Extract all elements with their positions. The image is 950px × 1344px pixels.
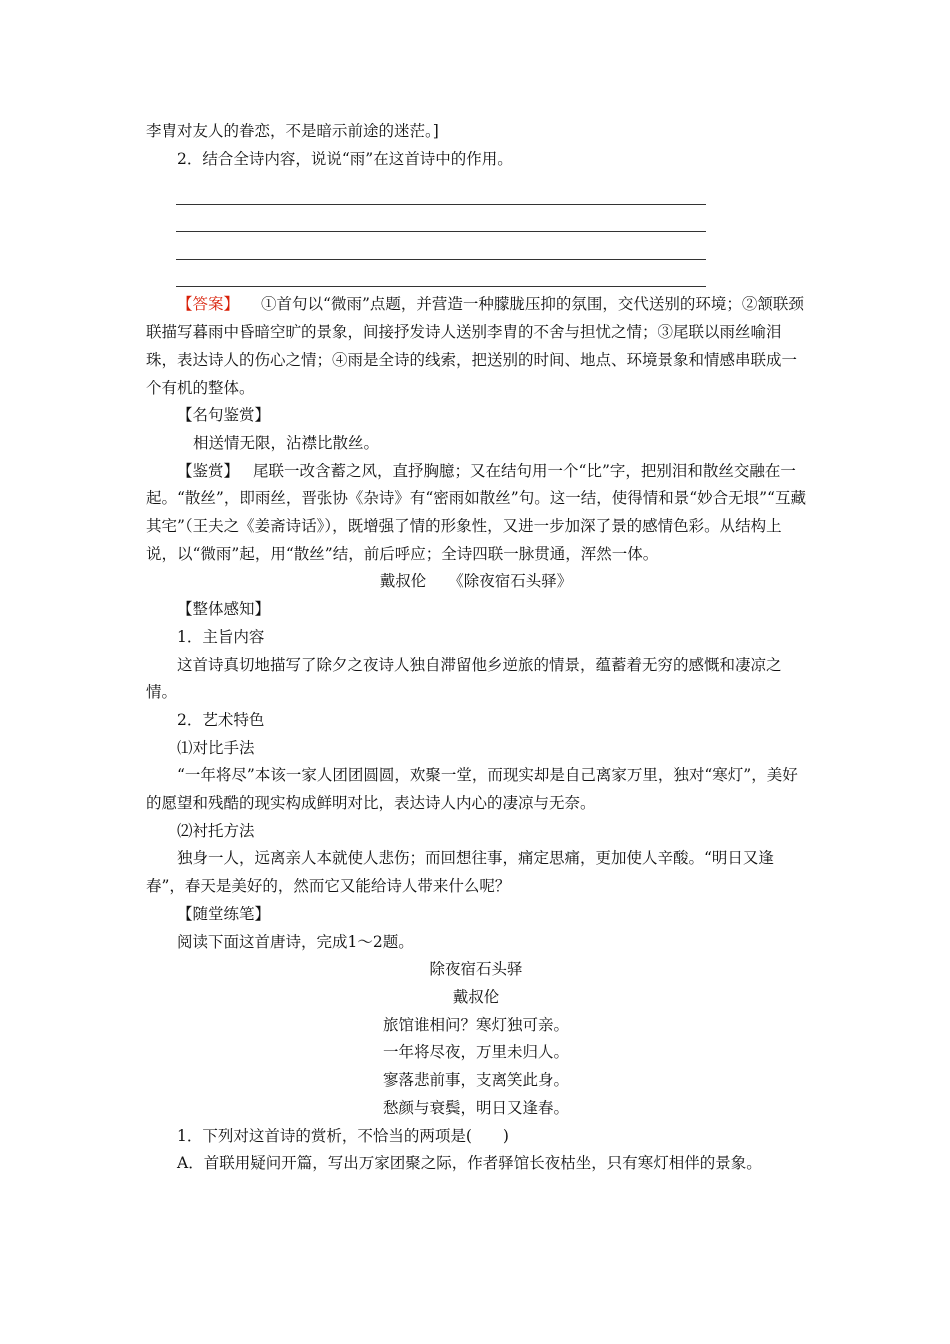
zhengti-heading: 【整体感知】: [177, 600, 271, 619]
poem-author: 戴叔伦: [452, 987, 500, 1006]
jianshang-paragraph: [146, 458, 806, 569]
suitang-heading: 【随堂练笔】: [177, 904, 271, 923]
jianshang-text: 尾联一改含蓄之风，直抒胸臆；又在结句用一个“比”字，把别泪和散丝交融在一起。“散丝”，即雨丝，晋张协《杂诗》有“密雨如散丝”句。这一结，使得情和景“妙合无垠”“互藏其宅”（王夫之《姜斋诗话》），既增强了情的形象性，又进一步加深了景的感情色彩。从结构上说，以“微雨”起，用“散丝”结，前后呼应；全诗四联一脉贯通，浑然一体。: [146, 461, 806, 563]
answer-tag: 【答案】: [177, 295, 240, 314]
answer-line: [176, 177, 706, 205]
sub-2-text: 独身一人，远离亲人本就使人悲伤；而回想往事，痛定思痛，更加使人辛酸。“明日又逢春”，春天是美好的，然而它又能给诗人带来什么呢？: [146, 849, 774, 896]
sub-1-text: “一年将尽”本该一家人团团圆圆，欢聚一堂，而现实却是自己离家万里，独对“寒灯”，美好的愿望和残酷的现实构成鲜明对比，表达诗人内心的凄凉与无奈。: [146, 766, 798, 813]
question-2: 2．结合全诗内容，说说“雨”在这首诗中的作用。: [177, 149, 513, 168]
poem-line: 愁颜与衰鬓，明日又逢春。: [382, 1098, 569, 1117]
poem-title: 除夜宿石头驿: [429, 960, 523, 979]
sub-1: ⑴对比手法: [177, 738, 255, 757]
sub-2: ⑵衬托方法: [177, 821, 255, 840]
section-title: 《除夜宿石头驿》: [448, 572, 573, 591]
answer-line: [176, 205, 706, 233]
instruction: 阅读下面这首唐诗，完成1～2题。: [177, 932, 414, 951]
answer-line: [176, 260, 706, 288]
document-page: [146, 118, 806, 1178]
item-1-text: 这首诗真切地描写了除夕之夜诗人独自滞留他乡逆旅的情景，蕴蓄着无穷的感慨和凄凉之情。: [146, 655, 782, 702]
answer-line: [176, 232, 706, 260]
question-1: 1．下列对这首诗的赏析，不恰当的两项是( ): [177, 1126, 509, 1145]
option-a: A．首联用疑问开篇，写出万家团聚之际，作者驿馆长夜枯坐，只有寒灯相伴的景象。: [177, 1154, 762, 1173]
poem-line: 寥落悲前事，支离笑此身。: [382, 1071, 569, 1090]
poem-line: 旅馆谁相问？寒灯独可亲。: [382, 1015, 569, 1034]
jianshang-tag: 【鉴赏】: [177, 461, 240, 480]
mingju-line: 相送情无限，沾襟比散丝。: [193, 433, 380, 452]
mingju-heading: 【名句鉴赏】: [177, 406, 271, 425]
section-author: 戴叔伦: [379, 572, 427, 591]
item-1: 1．主旨内容: [177, 627, 265, 646]
answer-lines: [146, 173, 806, 291]
answer-paragraph: [146, 291, 806, 402]
item-2: 2．艺术特色: [177, 710, 265, 729]
section-heading: [146, 568, 806, 596]
answer-text: ①首句以“微雨”点题，并营造一种朦胧压抑的氛围，交代送别的环境；②颔联颈联描写暮雨中昏暗空旷的景象，间接抒发诗人送别李胄的不舍与担忧之情；③尾联以雨丝喻泪珠，表达诗人的伤心之情；④雨是全诗的线索，把送别的时间、地点、环境景象和情感串联成一个有机的整体。: [146, 295, 804, 397]
paragraph-continuation: 李胄对友人的眷恋，不是暗示前途的迷茫。]: [146, 122, 439, 140]
poem-line: 一年将尽夜，万里未归人。: [382, 1043, 569, 1062]
